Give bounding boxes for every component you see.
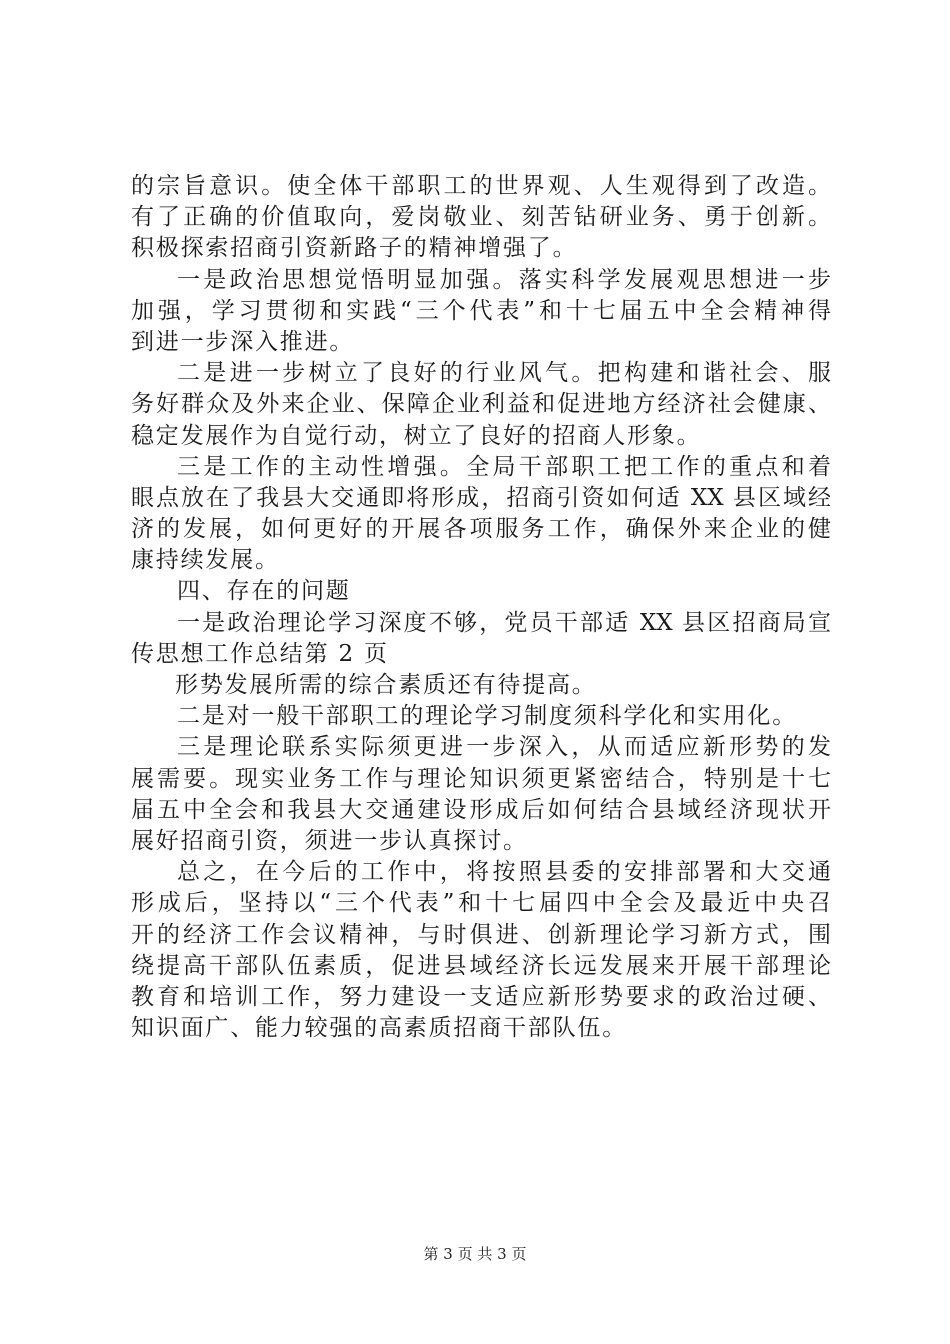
text-line: 务好群众及外来企业、保障企业利益和促进地方经济社会健康、	[131, 391, 831, 418]
text-line: 加强，学习贯彻和实践“三个代表”和十七届五中全会精神得	[131, 297, 831, 324]
text-line: 一是政治理论学习深度不够，党员干部适 XX 县区招商局宣	[177, 609, 831, 636]
text-line: 三是理论联系实际须更进一步深入，从而适应新形势的发	[177, 734, 831, 761]
text-line: 积极探索招商引资新路子的精神增强了。	[131, 235, 578, 262]
text-line: 三是工作的主动性增强。全局干部职工把工作的重点和着	[177, 453, 831, 480]
text-line: 一是政治思想觉悟明显加强。落实科学发展观思想进一步	[177, 266, 831, 293]
text-line: 形势发展所需的综合素质还有待提高。	[175, 672, 597, 698]
text-line: 康持续发展。	[131, 547, 280, 574]
text-line: 四、存在的问题	[177, 578, 351, 605]
text-line: 眼点放在了我县大交通即将形成，招商引资如何适 XX 县区域经	[131, 484, 831, 511]
text-line: 的宗旨意识。使全体干部职工的世界观、人生观得到了改造。	[131, 173, 831, 199]
text-line: 展需要。现实业务工作与理论知识须更紧密结合，特别是十七	[131, 765, 831, 792]
text-line: 二是进一步树立了良好的行业风气。把构建和谐社会、服	[177, 360, 831, 387]
text-line: 知识面广、能力较强的高素质招商干部队伍。	[131, 1015, 627, 1042]
text-line: 总之，在今后的工作中，将按照县委的安排部署和大交通	[177, 859, 831, 886]
document-body	[131, 171, 831, 1044]
text-line: 开的经济工作会议精神，与时俱进、创新理论学习新方式，围	[131, 921, 831, 948]
text-line: 有了正确的价值取向，爱岗敬业、刻苦钻研业务、勇于创新。	[131, 204, 831, 231]
text-line: 二是对一般干部职工的理论学习制度须科学化和实用化。	[177, 703, 797, 730]
text-line: 形成后，坚持以“三个代表”和十七届四中全会及最近中央召	[131, 890, 831, 917]
text-line: 传思想工作总结第 2 页	[131, 640, 389, 667]
text-line: 届五中全会和我县大交通建设形成后如何结合县域经济现状开	[131, 796, 831, 823]
text-line: 济的发展，如何更好的开展各项服务工作，确保外来企业的健	[131, 516, 831, 543]
text-line: 到进一步深入推进。	[131, 328, 355, 355]
page-footer: 第 3 页 共 3 页	[423, 1245, 527, 1263]
text-line: 教育和培训工作，努力建设一支适应新形势要求的政治过硬、	[131, 983, 831, 1010]
text-line: 稳定发展作为自觉行动，树立了良好的招商人形象。	[131, 422, 702, 449]
text-line: 绕提高干部队伍素质，促进县域经济长远发展来开展干部理论	[131, 952, 831, 979]
text-line: 展好招商引资，须进一步认真探讨。	[131, 827, 528, 854]
